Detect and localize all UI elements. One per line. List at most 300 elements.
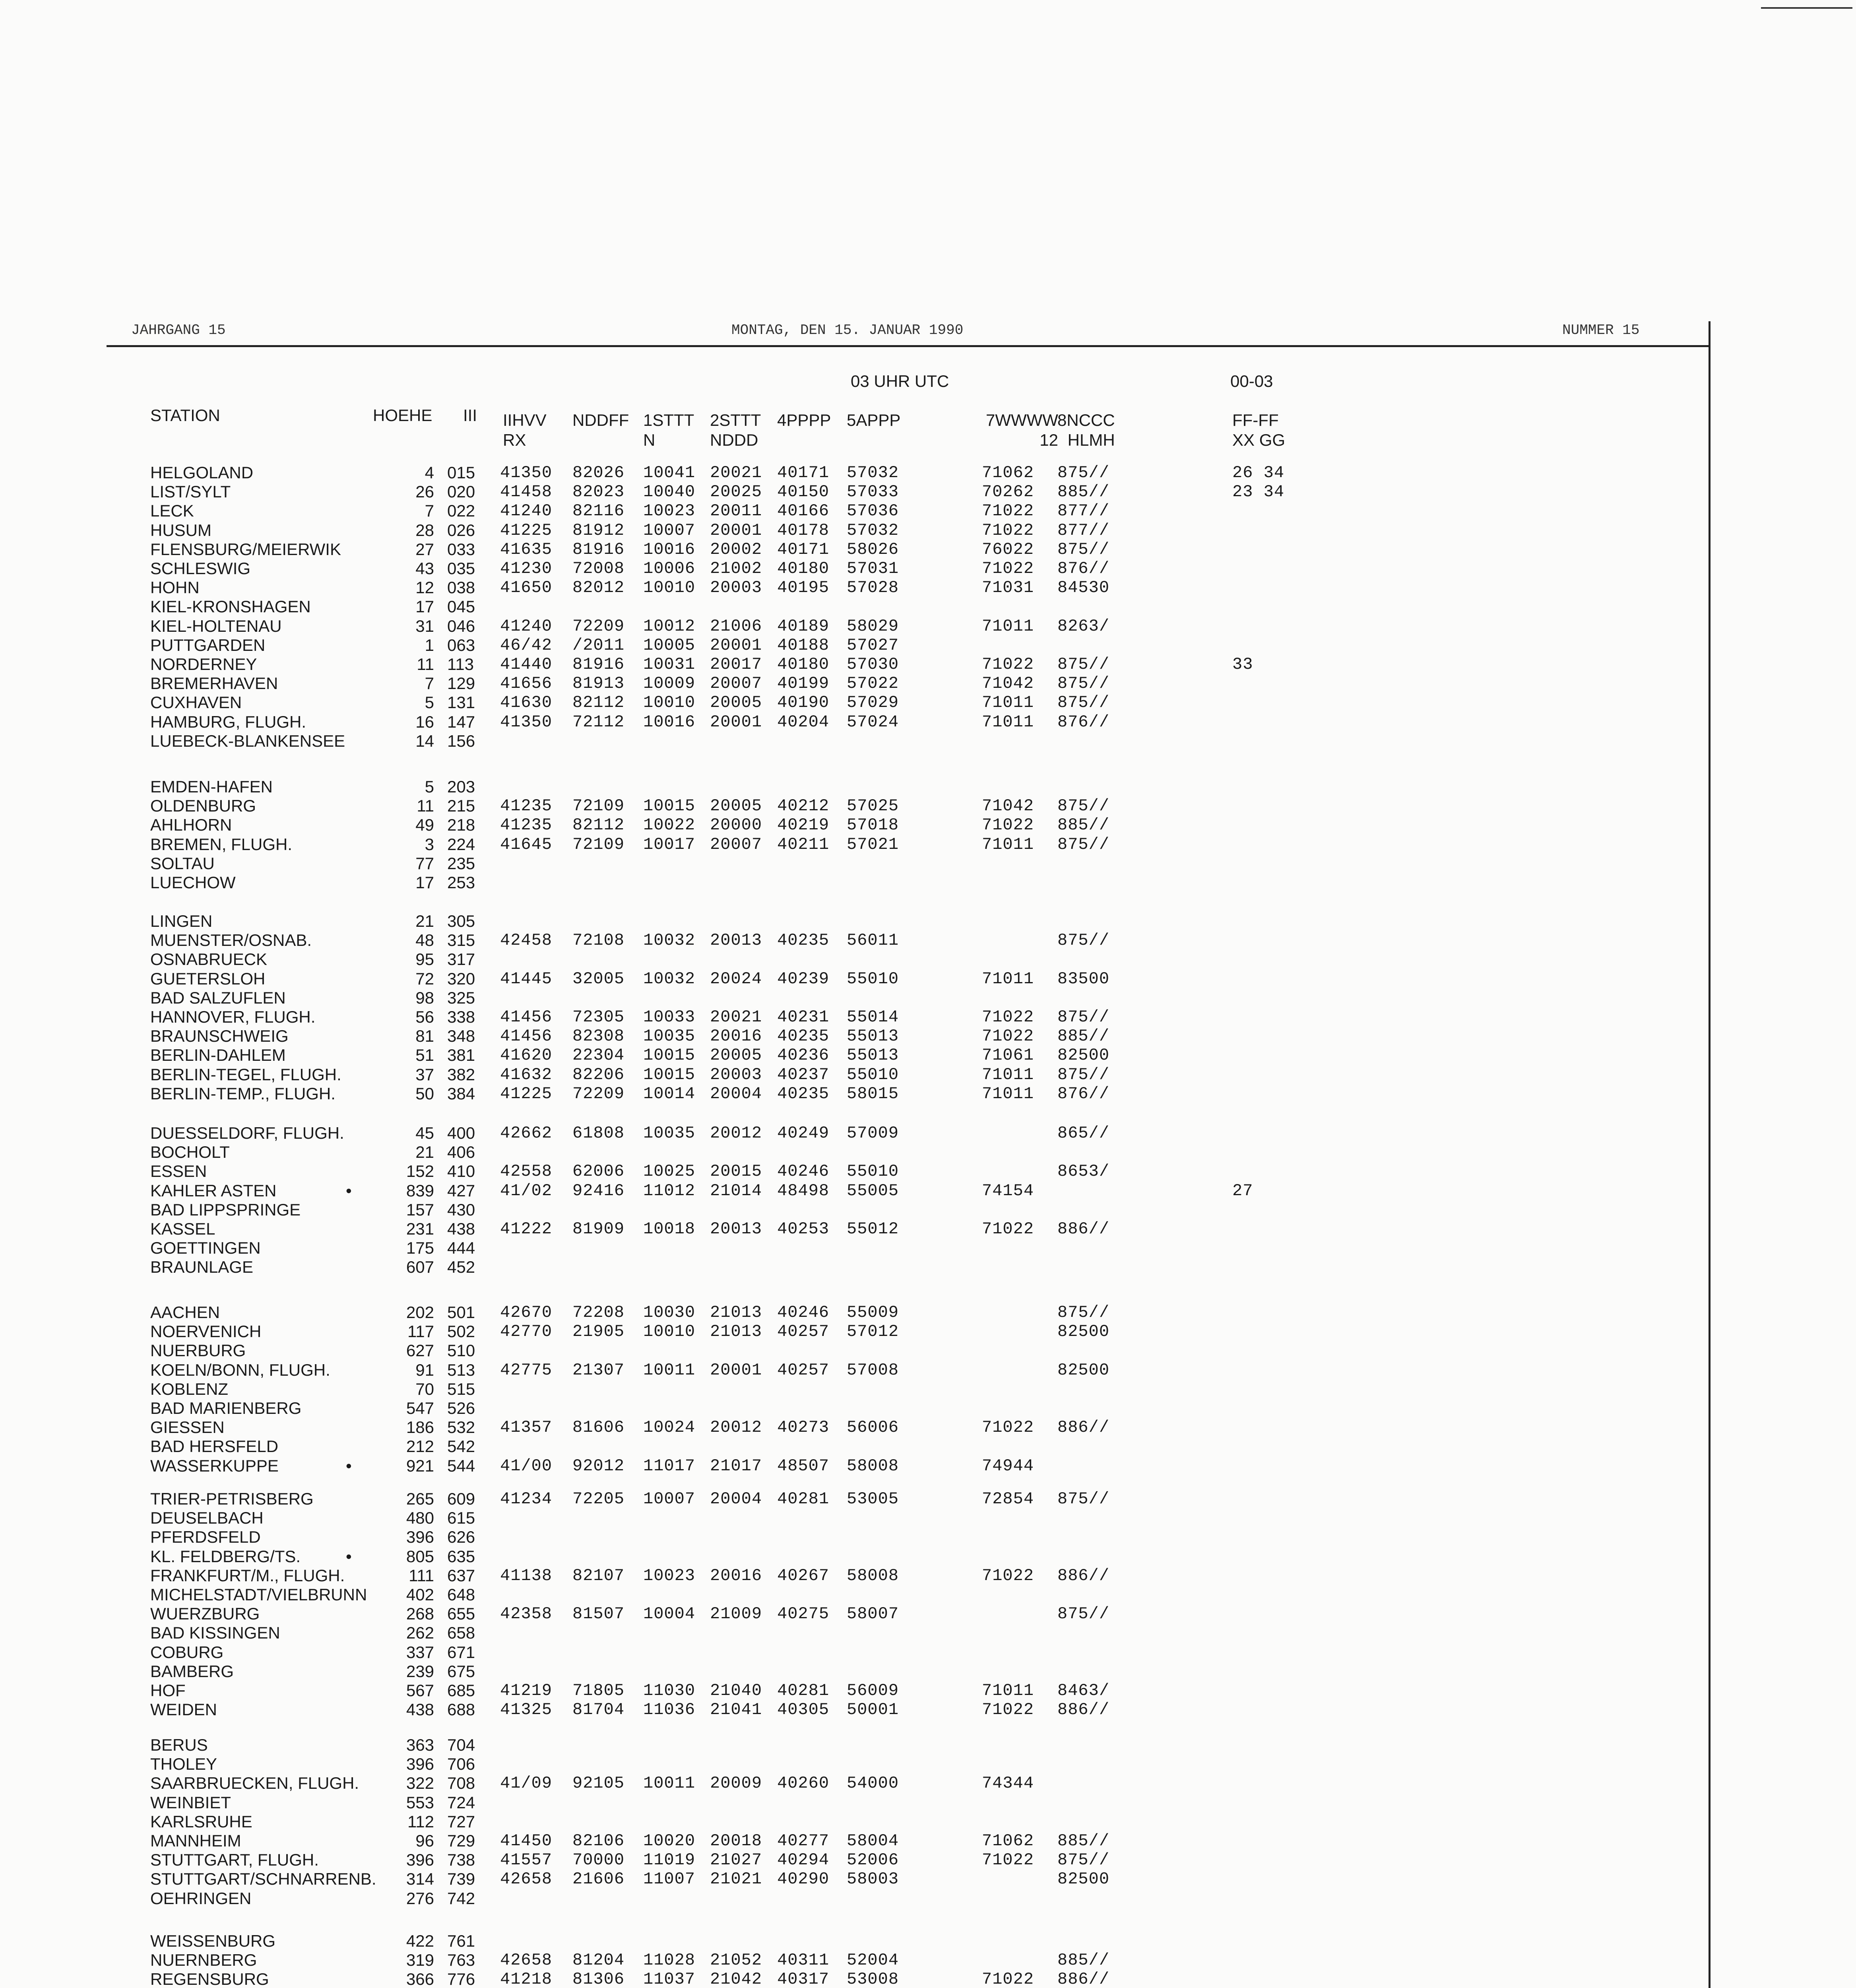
field-4pppp: 40281 (777, 1681, 830, 1700)
field-nddff: 81909 (572, 1219, 625, 1239)
field-7wwww: 70262 (982, 482, 1034, 502)
field-5appp: 58003 (847, 1870, 899, 1889)
field-nddff: 82308 (572, 1027, 625, 1046)
station-name: LINGEN (150, 912, 213, 930)
table-row (0, 1489, 1670, 1508)
station-index: 325 (447, 988, 475, 1007)
field-iihvv: 41630 (500, 693, 553, 712)
field-4pppp: 40180 (777, 655, 830, 674)
field-1sttt: 10030 (643, 1303, 696, 1322)
station-index: 738 (447, 1850, 475, 1870)
station-index: 384 (447, 1084, 475, 1103)
station-index: 203 (447, 777, 475, 796)
field-iihvv: 41632 (500, 1065, 553, 1084)
table-row (0, 521, 1670, 540)
station-index: 671 (447, 1642, 475, 1662)
station-name: GIESSEN (150, 1418, 225, 1437)
station-name: REGENSBURG (150, 1970, 269, 1988)
station-name: BAD KISSINGEN (150, 1623, 280, 1642)
field-8nccc: 875// (1057, 674, 1110, 693)
table-row (0, 1341, 1670, 1360)
station-name: STUTTGART/SCHNARRENB. (150, 1870, 376, 1889)
field-nddff: 81912 (572, 520, 625, 540)
field-iihvv: 42662 (500, 1124, 553, 1143)
station-index: 218 (447, 815, 475, 835)
station-height: 56 (415, 1008, 434, 1026)
station-index: 609 (447, 1489, 475, 1508)
field-4pppp: 40199 (777, 674, 830, 693)
date-label: MONTAG, DEN 15. JANUAR 1990 (731, 322, 964, 338)
field-1sttt: 10031 (643, 655, 696, 674)
field-7wwww: 74154 (982, 1181, 1034, 1200)
station-index: 038 (447, 578, 475, 597)
field-8nccc: 875// (1057, 655, 1110, 674)
field-iihvv: 42358 (500, 1604, 553, 1624)
field-1sttt: 10010 (643, 693, 696, 712)
station-height: 17 (415, 597, 434, 616)
station-name: DEUSELBACH (150, 1508, 264, 1528)
field-nddff: 61808 (572, 1124, 625, 1143)
field-5appp: 57027 (847, 635, 899, 655)
table-row (0, 655, 1670, 674)
station-index: 015 (447, 463, 475, 482)
field-4pppp: 48498 (777, 1181, 830, 1200)
station-name: BAD HERSFELD (150, 1437, 279, 1456)
field-5appp: 57032 (847, 520, 899, 540)
station-height: 366 (406, 1970, 434, 1988)
field-2sttt: 20004 (710, 1084, 762, 1103)
field-5appp: 58008 (847, 1456, 899, 1475)
station-height: 175 (406, 1239, 434, 1258)
field-1sttt: 11019 (643, 1850, 696, 1870)
field-2sttt: 20021 (710, 1008, 762, 1027)
station-height: 70 (415, 1379, 434, 1398)
field-7wwww: 71022 (982, 501, 1034, 521)
station-height: 95 (415, 950, 434, 969)
field-ffff: 26 34 (1232, 463, 1285, 482)
station-index: 129 (447, 674, 475, 693)
table-row (0, 1219, 1670, 1239)
field-7wwww: 71022 (982, 815, 1034, 835)
table-row (0, 463, 1670, 482)
station-name: OEHRINGEN (150, 1889, 252, 1908)
station-height: 81 (415, 1027, 434, 1046)
field-7wwww: 71011 (982, 1681, 1034, 1700)
field-nddff: 72008 (572, 559, 625, 578)
field-5appp: 58026 (847, 540, 899, 559)
field-5appp: 52004 (847, 1951, 899, 1970)
field-5appp: 58029 (847, 616, 899, 636)
field-2sttt: 21027 (710, 1850, 762, 1870)
station-index: 382 (447, 1065, 475, 1084)
field-4pppp: 40246 (777, 1162, 830, 1181)
field-4pppp: 40290 (777, 1870, 830, 1889)
station-height: 276 (406, 1889, 434, 1908)
field-nddff: 81916 (572, 655, 625, 674)
station-height: 72 (415, 969, 434, 988)
field-2sttt: 20001 (710, 635, 762, 655)
station-name: HANNOVER, FLUGH. (150, 1008, 316, 1026)
station-index: 648 (447, 1585, 475, 1604)
field-4pppp: 40231 (777, 1008, 830, 1027)
station-index: 046 (447, 616, 475, 635)
table-row (0, 1303, 1670, 1322)
field-nddff: 70000 (572, 1850, 625, 1870)
station-height: 21 (415, 1143, 434, 1162)
field-iihvv: 41456 (500, 1008, 553, 1027)
field-2sttt: 20001 (710, 1360, 762, 1380)
field-5appp: 57021 (847, 835, 899, 854)
station-height: 337 (406, 1642, 434, 1662)
field-2sttt: 20024 (710, 969, 762, 988)
field-iihvv: 42770 (500, 1322, 553, 1342)
field-5appp: 57029 (847, 693, 899, 712)
field-1sttt: 10012 (643, 616, 696, 636)
field-iihvv: 41458 (500, 482, 553, 502)
station-height: 553 (406, 1793, 434, 1812)
field-8nccc: 875// (1057, 796, 1110, 816)
field-8nccc: 8653/ (1057, 1162, 1110, 1181)
field-8nccc: 885// (1057, 1831, 1110, 1850)
station-index: 348 (447, 1027, 475, 1046)
field-iihvv: 41225 (500, 1084, 553, 1103)
table-row (0, 578, 1670, 597)
field-4pppp: 40249 (777, 1124, 830, 1143)
field-1sttt: 11012 (643, 1181, 696, 1200)
field-iihvv: 41240 (500, 501, 553, 521)
station-height: 839 (406, 1181, 434, 1200)
station-height: 49 (415, 815, 434, 835)
field-iihvv: 41225 (500, 520, 553, 540)
station-height: 268 (406, 1604, 434, 1623)
field-nddff: 72209 (572, 616, 625, 636)
table-row (0, 693, 1670, 712)
table-row (0, 969, 1670, 988)
field-2sttt: 20009 (710, 1774, 762, 1793)
field-4pppp: 40235 (777, 931, 830, 950)
station-index: 635 (447, 1547, 475, 1566)
station-name: BAD MARIENBERG (150, 1399, 302, 1417)
field-7wwww: 71022 (982, 1027, 1034, 1046)
field-8nccc: 8463/ (1057, 1681, 1110, 1700)
field-8nccc: 875// (1057, 931, 1110, 950)
field-4pppp: 40260 (777, 1774, 830, 1793)
col-c7: 7WWWW 12 (986, 411, 1058, 449)
mountain-marker: • (346, 1456, 352, 1475)
field-2sttt: 21009 (710, 1604, 762, 1624)
volume-label: JAHRGANG 15 (131, 322, 226, 338)
field-8nccc: 84530 (1057, 578, 1110, 598)
table-row (0, 1623, 1670, 1642)
station-index: 320 (447, 969, 475, 988)
field-5appp: 57032 (847, 463, 899, 482)
field-1sttt: 10032 (643, 931, 696, 950)
field-8nccc: 83500 (1057, 969, 1110, 988)
field-5appp: 57030 (847, 655, 899, 674)
station-height: 117 (407, 1322, 434, 1341)
field-iihvv: 41645 (500, 835, 553, 854)
field-iihvv: 41/09 (500, 1774, 553, 1793)
station-height: 396 (406, 1755, 434, 1774)
field-iihvv: 41218 (500, 1970, 553, 1988)
table-row (0, 1850, 1670, 1870)
field-7wwww: 74944 (982, 1456, 1034, 1475)
field-2sttt: 21006 (710, 616, 762, 636)
field-2sttt: 21040 (710, 1681, 762, 1700)
station-index: 542 (447, 1437, 475, 1456)
station-name: OSNABRUECK (150, 950, 268, 969)
station-name: WEISSENBURG (150, 1932, 276, 1950)
field-iihvv: 41350 (500, 712, 553, 732)
station-index: 438 (447, 1219, 475, 1238)
field-1sttt: 10035 (643, 1124, 696, 1143)
field-1sttt: 10025 (643, 1162, 696, 1181)
field-iihvv: 46/42 (500, 635, 553, 655)
field-nddff: 72205 (572, 1489, 625, 1508)
field-7wwww: 71011 (982, 835, 1034, 854)
station-index: 739 (447, 1870, 475, 1889)
station-name: HOF (150, 1681, 186, 1700)
field-8nccc: 875// (1057, 1489, 1110, 1508)
station-name: HAMBURG, FLUGH. (150, 712, 306, 731)
station-index: 033 (447, 540, 475, 559)
field-2sttt: 20025 (710, 482, 762, 502)
field-ffff: 33 (1232, 655, 1253, 674)
station-height: 157 (406, 1200, 434, 1219)
station-height: 186 (406, 1418, 434, 1437)
utc-label: 03 UHR UTC (851, 372, 949, 390)
field-5appp: 55013 (847, 1046, 899, 1065)
station-name: HUSUM (150, 520, 211, 540)
station-name: NORDERNEY (150, 655, 257, 674)
field-5appp: 55005 (847, 1181, 899, 1200)
field-1sttt: 10015 (643, 1046, 696, 1065)
station-index: 444 (447, 1239, 475, 1258)
station-height: 50 (415, 1084, 434, 1103)
table-row (0, 777, 1670, 796)
field-nddff: 81916 (572, 540, 625, 559)
station-height: 16 (415, 712, 434, 731)
station-height: 43 (415, 559, 434, 578)
station-index: 427 (447, 1181, 475, 1200)
field-5appp: 57018 (847, 815, 899, 835)
station-name: KARLSRUHE (150, 1812, 252, 1831)
station-height: 314 (406, 1870, 434, 1889)
station-name: PUTTGARDEN (150, 635, 266, 654)
field-1sttt: 11030 (643, 1681, 696, 1700)
corner-rule (1761, 0, 1852, 9)
table-row (0, 1970, 1670, 1988)
field-4pppp: 40277 (777, 1831, 830, 1850)
table-row (0, 482, 1670, 501)
field-4pppp: 40246 (777, 1303, 830, 1322)
station-height: 5 (425, 693, 434, 712)
table-row (0, 1870, 1670, 1889)
table-row (0, 912, 1670, 931)
field-nddff: 81306 (572, 1970, 625, 1988)
field-7wwww: 71042 (982, 674, 1034, 693)
field-5appp: 57012 (847, 1322, 899, 1342)
field-nddff: 82107 (572, 1566, 625, 1585)
station-height: 480 (406, 1508, 434, 1528)
field-nddff: 92105 (572, 1774, 625, 1793)
field-8nccc: 886// (1057, 1700, 1110, 1720)
station-height: 607 (406, 1258, 434, 1277)
field-nddff: 22304 (572, 1046, 625, 1065)
field-4pppp: 40236 (777, 1046, 830, 1065)
field-8nccc: 875// (1057, 693, 1110, 712)
station-name: BERUS (150, 1736, 208, 1754)
field-8nccc: 875// (1057, 540, 1110, 559)
station-name: AACHEN (150, 1303, 220, 1322)
field-2sttt: 20018 (710, 1831, 762, 1850)
col-c1: IIHVV RX (503, 411, 547, 449)
table-row (0, 1027, 1670, 1046)
field-7wwww: 71062 (982, 1831, 1034, 1850)
field-7wwww: 71011 (982, 693, 1034, 712)
field-iihvv: 41/00 (500, 1456, 553, 1475)
field-5appp: 58007 (847, 1604, 899, 1624)
table-row (0, 1008, 1670, 1027)
field-5appp: 54000 (847, 1774, 899, 1793)
field-7wwww: 71061 (982, 1046, 1034, 1065)
table-row (0, 540, 1670, 559)
table-row (0, 1736, 1670, 1755)
field-2sttt: 20003 (710, 578, 762, 598)
field-7wwww: 71011 (982, 969, 1034, 988)
table-row (0, 1662, 1670, 1681)
station-height: 322 (406, 1774, 434, 1793)
station-name: LUECHOW (150, 873, 236, 892)
field-2sttt: 20013 (710, 931, 762, 950)
field-ffff: 27 (1232, 1181, 1253, 1200)
field-iihvv: 41656 (500, 674, 553, 693)
table-row (0, 1124, 1670, 1143)
field-4pppp: 40150 (777, 482, 830, 502)
station-index: 156 (447, 731, 475, 750)
field-1sttt: 10017 (643, 835, 696, 854)
station-index: 035 (447, 559, 475, 578)
field-iihvv: 41235 (500, 815, 553, 835)
station-index: 706 (447, 1755, 475, 1774)
station-height: 14 (415, 731, 434, 750)
field-1sttt: 10015 (643, 796, 696, 816)
station-name: ESSEN (150, 1162, 207, 1181)
table-row (0, 1604, 1670, 1623)
table-row (0, 1528, 1670, 1547)
field-7wwww: 71042 (982, 796, 1034, 816)
col-station: STATION (150, 406, 220, 425)
station-index: 501 (447, 1303, 475, 1322)
field-7wwww: 71022 (982, 1970, 1034, 1988)
station-index: 688 (447, 1700, 475, 1719)
field-iihvv: 41445 (500, 969, 553, 988)
station-height: 396 (406, 1528, 434, 1547)
field-nddff: 72305 (572, 1008, 625, 1027)
station-height: 422 (406, 1932, 434, 1950)
table-row (0, 1437, 1670, 1456)
station-height: 11 (417, 655, 434, 674)
field-1sttt: 10010 (643, 578, 696, 598)
field-2sttt: 21014 (710, 1181, 762, 1200)
field-1sttt: 10032 (643, 969, 696, 988)
station-height: 567 (406, 1681, 434, 1700)
station-height: 239 (406, 1662, 434, 1681)
field-8nccc: 876// (1057, 559, 1110, 578)
station-height: 396 (406, 1850, 434, 1870)
station-index: 526 (447, 1399, 475, 1417)
field-5appp: 55010 (847, 1162, 899, 1181)
field-5appp: 57024 (847, 712, 899, 732)
table-row (0, 1143, 1670, 1162)
station-index: 147 (447, 712, 475, 731)
field-4pppp: 40211 (777, 835, 830, 854)
station-height: 265 (406, 1489, 434, 1508)
field-nddff: 72208 (572, 1303, 625, 1322)
field-4pppp: 40190 (777, 693, 830, 712)
field-2sttt: 20017 (710, 655, 762, 674)
station-index: 510 (447, 1341, 475, 1360)
field-5appp: 57028 (847, 578, 899, 598)
field-nddff: 82116 (572, 501, 625, 521)
station-index: 708 (447, 1774, 475, 1793)
field-1sttt: 10015 (643, 1065, 696, 1084)
station-height: 363 (406, 1736, 434, 1754)
table-row (0, 1755, 1670, 1774)
field-2sttt: 20016 (710, 1027, 762, 1046)
field-7wwww: 71011 (982, 712, 1034, 732)
field-iihvv: 41240 (500, 616, 553, 636)
table-row (0, 1065, 1670, 1084)
field-ffff: 23 34 (1232, 482, 1285, 502)
field-8nccc: 877// (1057, 501, 1110, 521)
field-iihvv: 41/02 (500, 1181, 553, 1200)
station-name: BERLIN-TEGEL, FLUGH. (150, 1065, 341, 1084)
field-4pppp: 40188 (777, 635, 830, 655)
field-iihvv: 41357 (500, 1418, 553, 1437)
table-row (0, 1643, 1670, 1662)
table-row (0, 1793, 1670, 1812)
station-height: 202 (406, 1303, 434, 1322)
station-name: BREMERHAVEN (150, 674, 278, 693)
station-name: TRIER-PETRISBERG (150, 1489, 314, 1508)
table-row (0, 1681, 1670, 1700)
station-name: AHLHORN (150, 815, 232, 835)
station-height: 48 (415, 931, 434, 950)
field-nddff: 32005 (572, 969, 625, 988)
field-5appp: 57036 (847, 501, 899, 521)
station-name: KOELN/BONN, FLUGH. (150, 1360, 330, 1379)
field-nddff: 62006 (572, 1162, 625, 1181)
field-5appp: 58004 (847, 1831, 899, 1850)
field-iihvv: 42458 (500, 931, 553, 950)
field-2sttt: 20001 (710, 712, 762, 732)
station-index: 724 (447, 1793, 475, 1812)
field-1sttt: 11007 (643, 1870, 696, 1889)
station-index: 113 (447, 655, 474, 674)
field-nddff: 72112 (572, 712, 625, 732)
field-4pppp: 40305 (777, 1700, 830, 1720)
station-index: 729 (447, 1831, 475, 1850)
field-5appp: 57031 (847, 559, 899, 578)
station-name: SAARBRUECKEN, FLUGH. (150, 1774, 359, 1793)
field-8nccc: 875// (1057, 835, 1110, 854)
field-1sttt: 10024 (643, 1418, 696, 1437)
field-2sttt: 20015 (710, 1162, 762, 1181)
station-index: 513 (447, 1360, 475, 1379)
table-row (0, 1046, 1670, 1065)
station-name: WEIDEN (150, 1700, 217, 1719)
